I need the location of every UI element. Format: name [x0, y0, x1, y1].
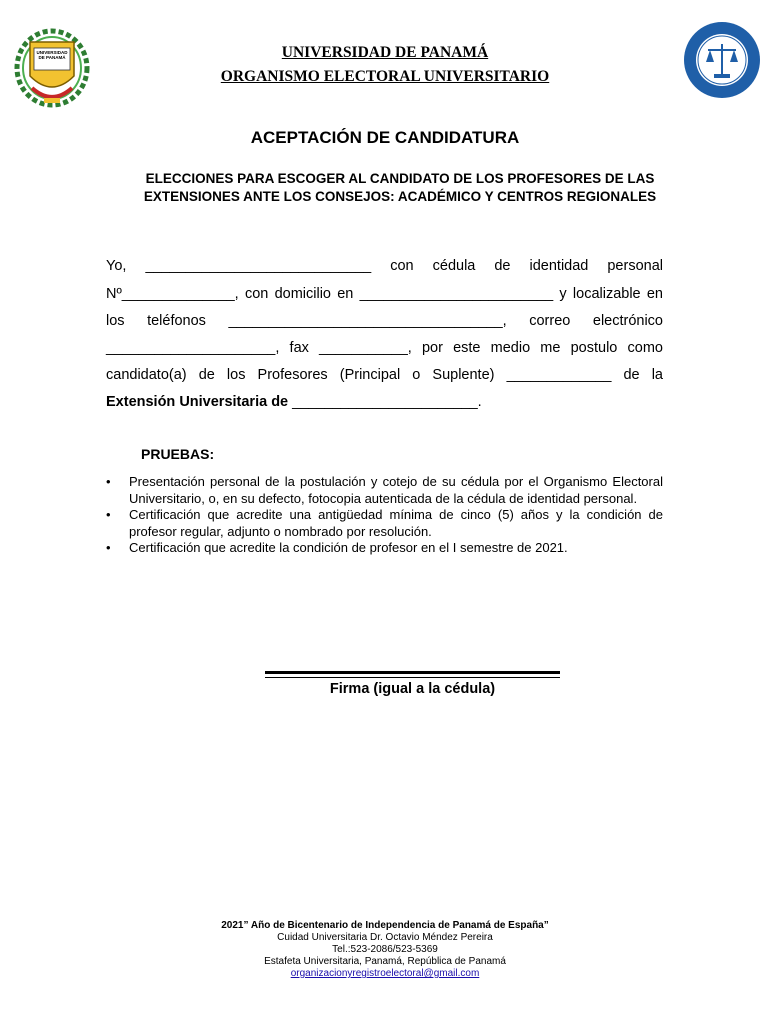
list-item: • Certificación que acredite la condición de profesor en el I semestre de 2021.	[106, 540, 663, 557]
footer-motto: 2021” Año de Bicentenario de Independencia de Panamá de España”	[221, 920, 549, 931]
header-university: UNIVERSIDAD DE PANAMÁ	[281, 44, 489, 61]
footer-email-link[interactable]: organizacionyregistroelectoral@gmail.com	[290, 968, 480, 979]
footer-phone: Tel.:523-2086/523-5369	[332, 944, 438, 955]
pruebas-list	[106, 474, 663, 557]
body-line-5: candidato(a) de los Profesores (Principal o Suplente) _____________ de la	[106, 367, 663, 383]
footer-address-2: Estafeta Universitaria, Panamá, República de Panamá	[264, 956, 506, 967]
signature-line-thin	[265, 677, 560, 678]
crest-text: UNIVERSIDAD DE PANAMÁ	[36, 50, 68, 60]
extension-label: Extensión Universitaria de	[106, 394, 289, 410]
body-line-2: Nº______________, con domicilio en ________________________ y localizable en	[106, 286, 663, 302]
signature-line	[265, 671, 560, 674]
list-item: • Certificación que acredite una antigüedad mínima de cinco (5) años y la condición de profesor regular, adjunto o nombrado por resolución.	[106, 507, 663, 540]
page-title: ACEPTACIÓN DE CANDIDATURA	[250, 128, 520, 147]
body-line-3: los teléfonos __________________________________, correo electrónico	[106, 313, 663, 329]
extension-blank: _______________________.	[288, 394, 482, 410]
list-item: • Presentación personal de la postulación y cotejo de su cédula por el Organismo Electoral Universitario, o, en su defecto, fotocopia autenticada de la cédula de identidad personal.	[106, 474, 663, 507]
pruebas-heading: PRUEBAS:	[141, 446, 215, 462]
body-line-6	[106, 394, 663, 410]
footer-address-1: Cuidad Universitaria Dr. Octavio Méndez Pereira	[277, 932, 493, 943]
header-organism: ORGANISMO ELECTORAL UNIVERSITARIO	[220, 68, 550, 85]
body-line-4: _____________________, fax ___________, por este medio me postulo como	[106, 340, 663, 356]
page-subtitle: ELECCIONES PARA ESCOGER AL CANDIDATO DE LOS PROFESORES DE LAS EXTENSIONES ANTE LOS CONSEJOS: ACADÉMICO Y CENTROS REGIONALES	[143, 171, 657, 204]
body-line-1: Yo, ____________________________ con cédula de identidad personal	[106, 258, 663, 274]
signature-label: Firma (igual a la cédula)	[329, 681, 496, 697]
